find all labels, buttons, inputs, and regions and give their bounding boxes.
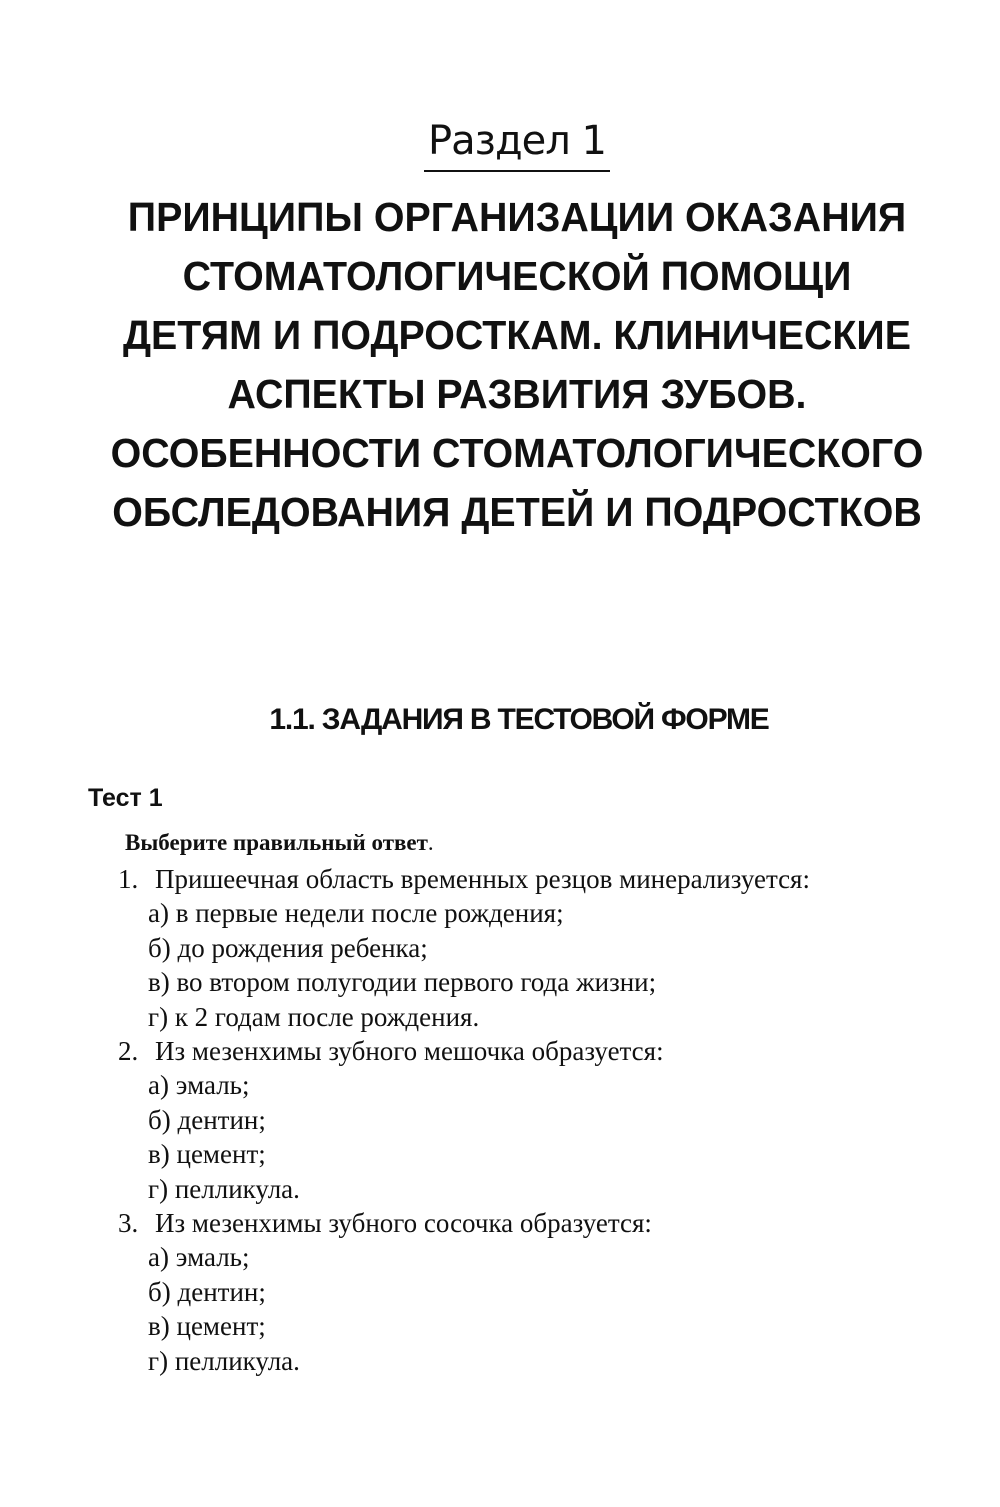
question-number: 2. [118,1036,139,1066]
answer-option: б) до рождения ребенка; [148,932,428,963]
instruction-end: . [427,830,434,855]
answer-option: а) эмаль; [148,1242,250,1273]
answer-option: в) во втором полугодии первого года жизни; [148,967,657,998]
question-number: 3. [118,1208,139,1238]
test-title: Тест 1 [88,784,163,812]
answer-option: г) пелликула. [148,1173,300,1204]
section-label-text: Раздел 1 [424,118,610,172]
section-label [0,118,1000,172]
question-text: Из мезенхимы зубного сосочка образуется: [155,1208,652,1238]
title-line: АСПЕКТЫ РАЗВИТИЯ ЗУБОВ. [227,371,807,417]
answer-option: в) цемент; [148,1139,266,1170]
title-line: ПРИНЦИПЫ ОРГАНИЗАЦИИ ОКАЗАНИЯ [127,194,907,240]
answer-option: а) в первые недели после рождения; [148,898,564,929]
chapter-title [0,188,1000,542]
subsection-heading: 1.1. ЗАДАНИЯ В ТЕСТОВОЙ ФОРМЕ [269,703,769,736]
instruction-text: Выберите правильный ответ [125,830,428,855]
question-text: Из мезенхимы зубного мешочка образуется: [155,1036,664,1066]
answer-option: г) пелликула. [148,1345,300,1376]
instruction [125,830,434,856]
answer-option: б) дентин; [148,1104,266,1135]
title-line: СТОМАТОЛОГИЧЕСКОЙ ПОМОЩИ [182,253,852,299]
title-line: ДЕТЯМ И ПОДРОСТКАМ. КЛИНИЧЕСКИЕ [123,312,911,358]
answer-option: г) к 2 годам после рождения. [148,1001,480,1032]
answer-option: в) цемент; [148,1311,266,1342]
title-line: ОБСЛЕДОВАНИЯ ДЕТЕЙ И ПОДРОСТКОВ [112,489,922,535]
answer-option: а) эмаль; [148,1070,250,1101]
title-line: ОСОБЕННОСТИ СТОМАТОЛОГИЧЕСКОГО [110,430,924,476]
question-text: Пришеечная область временных резцов минерализуется: [155,864,810,894]
question-number: 1. [118,864,139,894]
answer-option: б) дентин; [148,1276,266,1307]
